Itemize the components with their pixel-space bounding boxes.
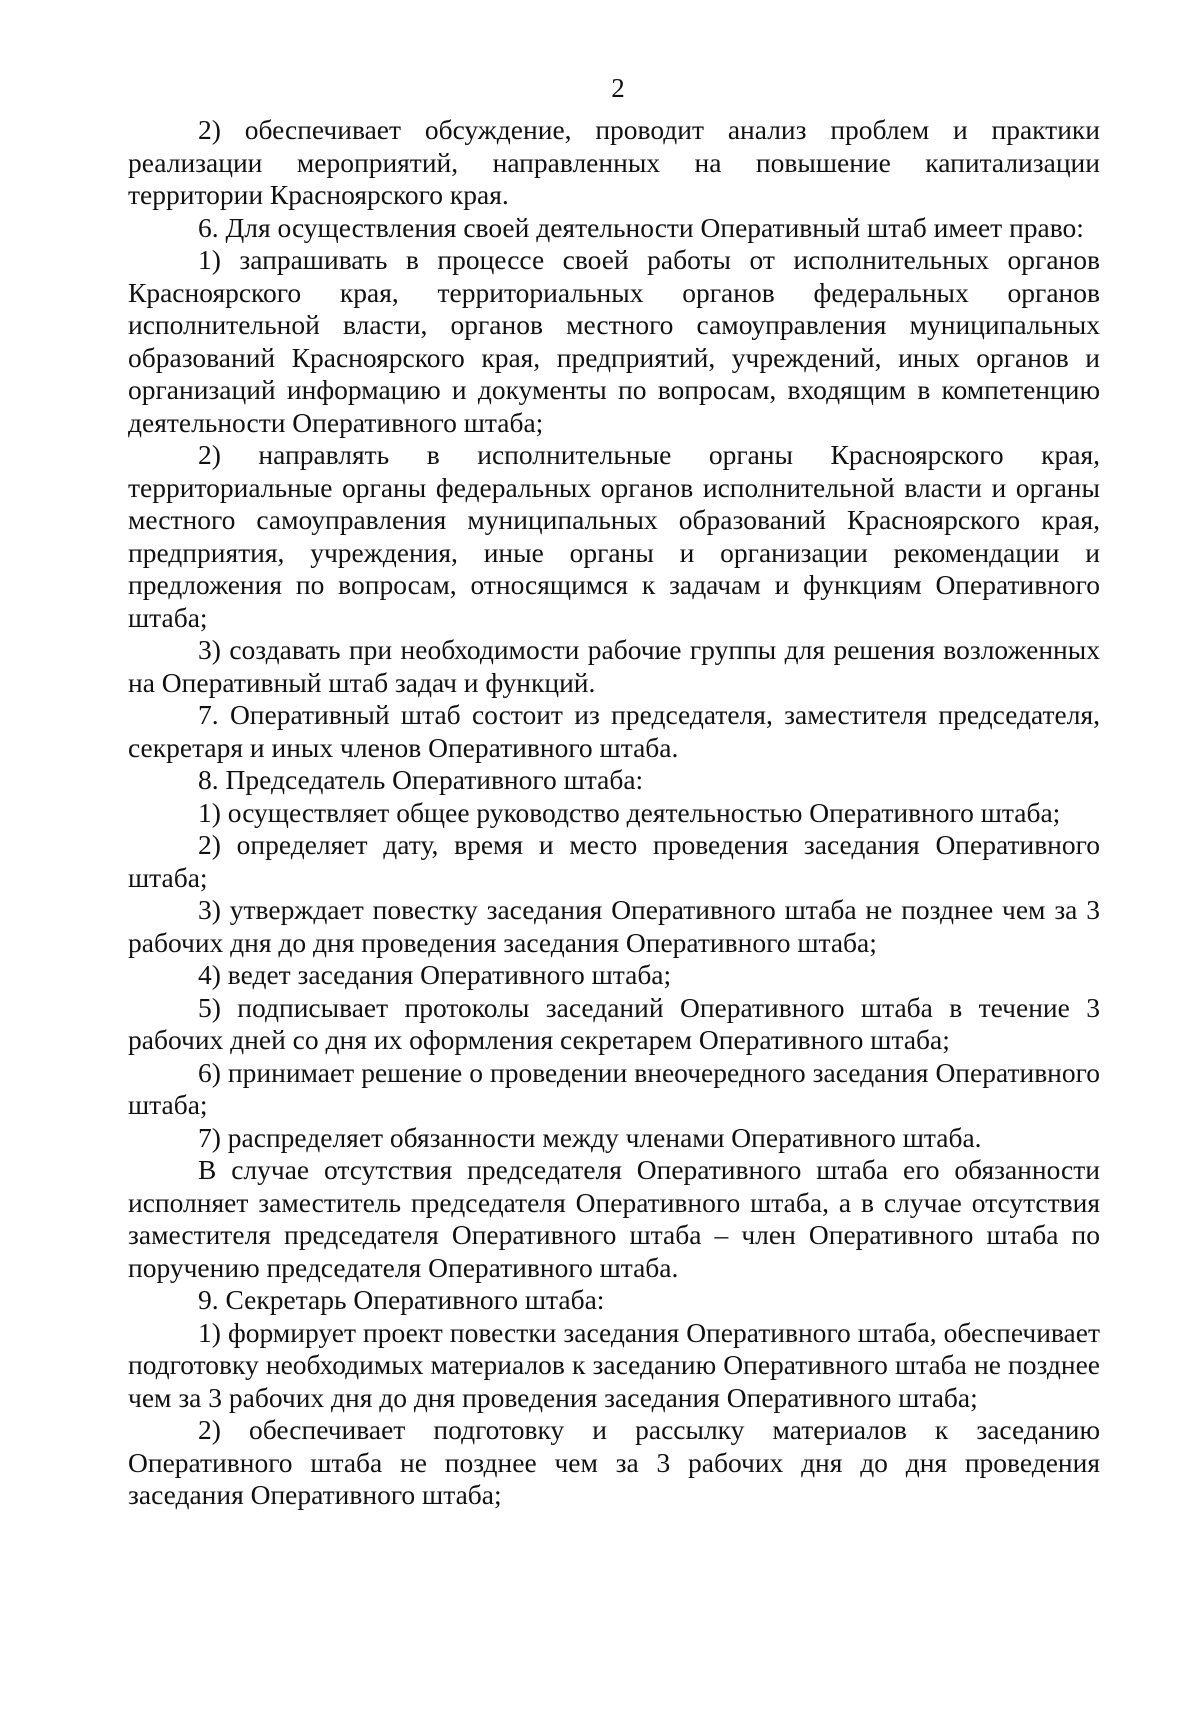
- paragraph: В случае отсутствия председателя Оперативного штаба его обязанности исполняет заместитель председателя Оперативного штаба, а в случае отсутствия заместителя председателя Оперативного штаба – член Оперативного штаба по поручению председателя Оперативного штаба.: [128, 1154, 1100, 1283]
- paragraph: 4) ведет заседания Оперативного штаба;: [198, 959, 672, 990]
- paragraph: 7) распределяет обязанности между членами Оперативного штаба.: [198, 1121, 982, 1153]
- paragraph: 2) обеспечивает подготовку и рассылку материалов к заседанию Оперативного штаба не позднее чем за 3 рабочих дня до дня проведения заседания Оперативного штаба;: [128, 1414, 1100, 1510]
- paragraph: 6. Для осуществления своей деятельности Оперативный штаб имеет право:: [198, 211, 1084, 243]
- page-number: 2: [611, 73, 625, 103]
- paragraph: 3) создавать при необходимости рабочие группы для решения возложенных на Оперативный штаб задач и функций.: [128, 634, 1100, 698]
- paragraph: 1) осуществляет общее руководство деятельностью Оперативного штаба;: [198, 796, 1061, 828]
- paragraph: 7. Оперативный штаб состоит из председателя, заместителя председателя, секретаря и иных членов Оперативного штаба.: [128, 699, 1100, 763]
- paragraph: 6) принимает решение о проведении внеочередного заседания Оперативного штаба;: [128, 1056, 1100, 1120]
- paragraph: 5) подписывает протоколы заседаний Оперативного штаба в течение 3 рабочих дней со дня их оформления секретарем Оперативного штаба;: [128, 991, 1100, 1055]
- paragraph: 8. Председатель Оперативного штаба:: [198, 764, 644, 795]
- paragraph: 2) определяет дату, время и место проведения заседания Оперативного штаба;: [128, 829, 1100, 893]
- document-body: [128, 114, 1100, 1512]
- paragraph: 1) запрашивать в процессе своей работы от исполнительных органов Красноярского края, территориальных органов федеральных органов исполнительной власти, органов местного самоуправления муниципальных образований Красноярского края, предприятий, учреждений, иных органов и организаций информацию и документы по вопросам, входящим в компетенцию деятельности Оперативного штаба;: [128, 244, 1100, 438]
- paragraph: 2) направлять в исполнительные органы Красноярского края, территориальные органы федеральных органов исполнительной власти и органы местного самоуправления муниципальных образований Красноярского края, предприятия, учреждения, иные органы и организации рекомендации и предложения по вопросам, относящимся к задачам и функциям Оперативного штаба;: [128, 439, 1100, 633]
- paragraph: 1) формирует проект повестки заседания Оперативного штаба, обеспечивает подготовку необходимых материалов к заседанию Оперативного штаба не позднее чем за 3 рабочих дня до дня проведения заседания Оперативного штаба;: [128, 1316, 1100, 1413]
- paragraph: 2) обеспечивает обсуждение, проводит анализ проблем и практики реализации мероприятий, направленных на повышение капитализации территории Красноярского края.: [128, 114, 1100, 210]
- paragraph: 9. Секретарь Оперативного штаба:: [198, 1284, 605, 1315]
- paragraph: 3) утверждает повестку заседания Оперативного штаба не позднее чем за 3 рабочих дня до дня проведения заседания Оперативного штаба;: [128, 894, 1100, 958]
